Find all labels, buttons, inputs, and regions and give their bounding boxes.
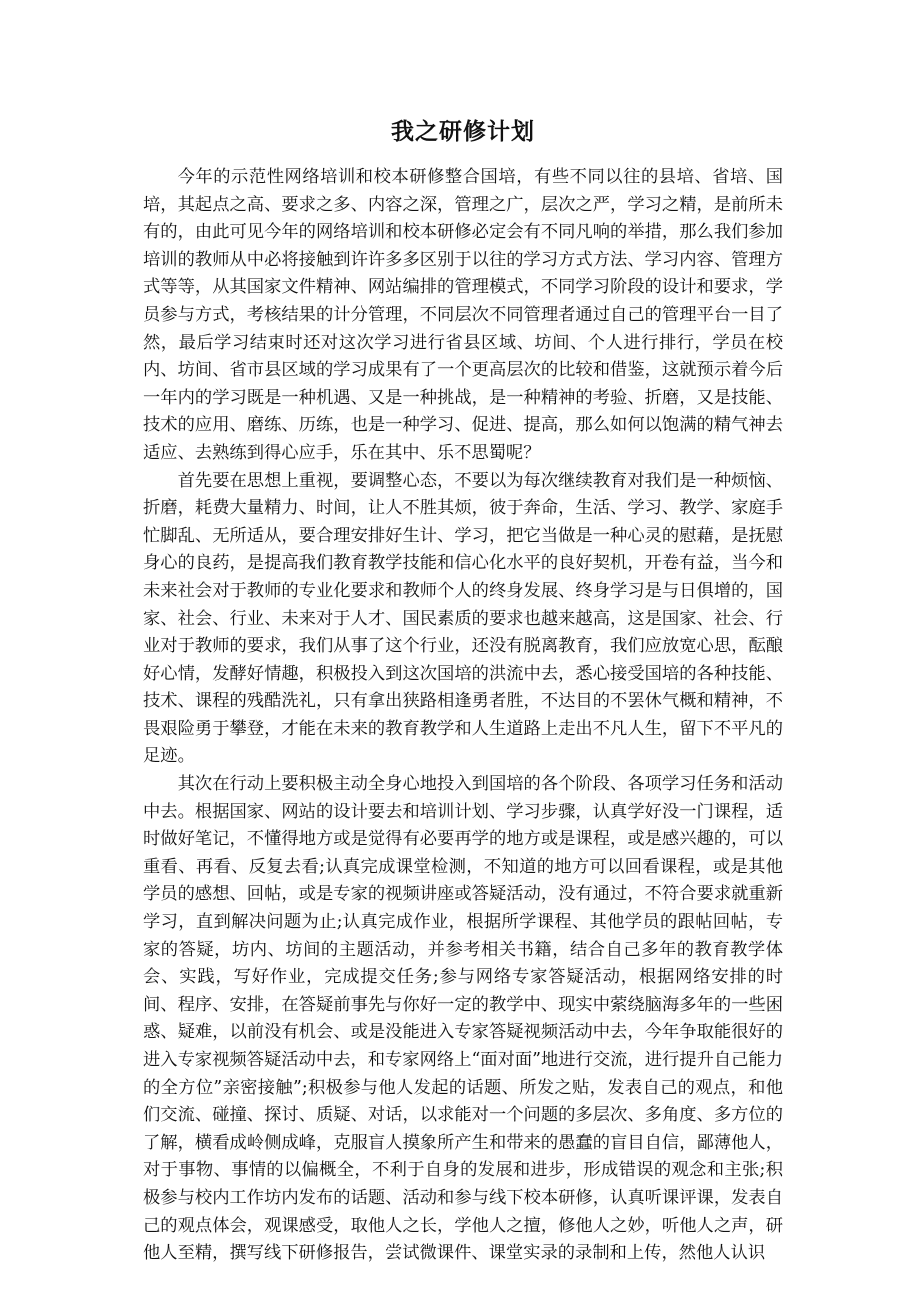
paragraph-intro: 今年的示范性网络培训和校本研修整合国培，有些不同以往的县培、省培、国培，其起点之高、要求之多、内容之深，管理之广，层次之严，学习之精，是前所未有的，由此可见今年的网络培训和校本研修必定会有不同凡响的举措，那么我们参加培训的教师从中必将接触到许许多多区别于以往的学习方式方法、学习内容、管理方式等等，从其国家文件精神、网站编排的管理模式，不同学习阶段的设计和要求，学员参与方式，考核结果的计分管理，不同层次不同管理者通过自己的管理平台一目了然，最后学习结束时还对这次学习进行省县区域、坊间、个人进行排行，学员在校内、坊间、省市县区域的学习成果有了一个更高层次的比较和借鉴，这就预示着今后一年内的学习既是一种机遇、又是一种挑战，是一种精神的考验、折磨，又是技能、技术的应用、磨练、历练，也是一种学习、促进、提高，那么如何以饱满的精气神去适应、去熟练到得心应手，乐在其中、乐不思蜀呢？ bbox=[143, 167, 783, 463]
document-page bbox=[143, 112, 783, 1268]
document-title: 我之研修计划 bbox=[391, 118, 535, 145]
paragraph-mindset: 首先要在思想上重视，要调整心态，不要以为每次继续教育对我们是一种烦恼、折磨，耗费大量精力、时间，让人不胜其烦，彼于奔命，生活、学习、教学、家庭手忙脚乱、无所适从，要合理安排好生计、学习，把它当做是一种心灵的慰藉，是抚慰身心的良药，是提高我们教育教学技能和信心化水平的良好契机，开卷有益，当今和未来社会对于教师的专业化要求和教师个人的终身发展、终身学习是与日俱增的，国家、社会、行业、未来对于人才、国民素质的要求也越来越高，这是国家、社会、行业对于教师的要求，我们从事了这个行业，还没有脱离教育，我们应放宽心思，酝酿好心情，发酵好情趣，积极投入到这次国培的洪流中去，悉心接受国培的各种技能、技术、课程的残酷洗礼，只有拿出狭路相逢勇者胜，不达目的不罢休气概和精神，不畏艰险勇于攀登，才能在未来的教育教学和人生道路上走出不凡人生，留下不平凡的足迹。 bbox=[143, 470, 783, 767]
paragraph-action: 其次在行动上要积极主动全身心地投入到国培的各个阶段、各项学习任务和活动中去。根据国家、网站的设计要去和培训计划、学习步骤，认真学好没一门课程，适时做好笔记，不懂得地方或是觉得有必要再学的地方或是课程，或是感兴趣的，可以重看、再看、反复去看;认真完成课堂检测，不知道的地方可以回看课程，或是其他学员的感想、回帖，或是专家的视频讲座或答疑活动，没有通过，不符合要求就重新学习，直到解决问题为止;认真完成作业，根据所学课程、其他学员的跟帖回帖，专家的答疑，坊内、坊间的主题活动，并参考相关书籍，结合自己多年的教育教学体会、实践，写好作业，完成提交任务;参与网络专家答疑活动，根据网络安排的时间、程序、安排，在答疑前事先与你好一定的教学中、现实中萦绕脑海多年的一些困惑、疑难，以前没有机会、或是没能进入专家答疑视频活动中去，今年争取能很好的进入专家视频答疑活动中去，和专家网络上“面对面”地进行交流，进行提升自己能力的全方位”亲密接触”;积极参与他人发起的话题、所发之贴，发表自己的观点，和他们交流、碰撞、探讨、质疑、对话，以求能对一个问题的多层次、多角度、多方位的了解，横看成岭侧成峰，克服盲人摸象所产生和带来的愚蠢的盲目自信，鄙薄他人，对于事物、事情的以偏概全，不利于自身的发展和进步，形成错误的观念和主张;积极参与校内工作坊内发布的话题、活动和参与线下校本研修，认真听课评课，发表自己的观点体会，观课感受，取他人之长，学他人之擅，修他人之妙，听他人之声，研他人至精，撰写线下研修报告，尝试微课件、课堂实录的录制和上传，然他人认识 bbox=[143, 774, 783, 1264]
